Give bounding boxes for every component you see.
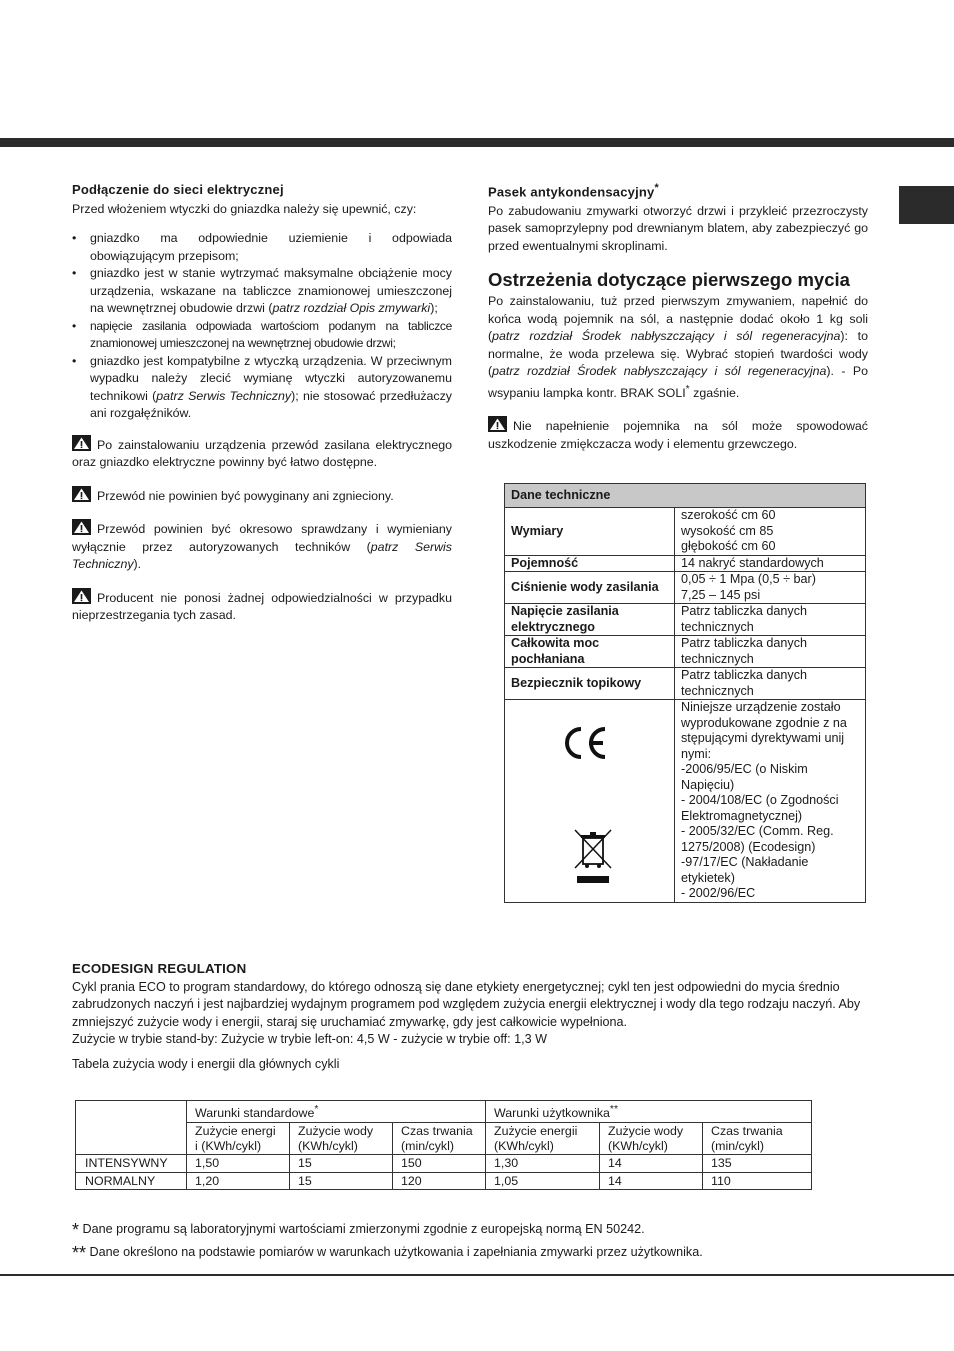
top-rule (0, 138, 954, 147)
list-item: • napięcie zasilania odpowiada wartościom podanym na tabliczce znamionowej umieszczonej na wewnętrznej obudowie drzwi; (72, 318, 452, 353)
warning-note: Przewód powinien być okresowo sprawdzany i wymieniany wyłącznie przez autoryzowanych techników (patrz Serwis Techniczny). (72, 519, 452, 574)
list-item: • gniazdko ma odpowiednie uziemienie i odpowiada obowiązującym przepisom; (72, 230, 452, 265)
warning-icon (488, 416, 507, 432)
table-header (505, 484, 866, 508)
left-column (72, 181, 452, 625)
technical-data-table (504, 483, 866, 903)
standby-text: Zużycie w trybie stand-by: Zużycie w trybie left-on: 4,5 W - zużycie w trybie off: 1,3 W (72, 1032, 547, 1046)
user-conditions-header: Warunki użytkownika** (486, 1101, 812, 1123)
footnote: ** Dane określono na podstawie pomiarów w warunkach użytkowania i zapełniania zmywarki przez użytkownika. (72, 1243, 703, 1263)
first-wash-text: Po zainstalowaniu, tuż przed pierwszym zmywaniem, napełnić do końca wodą pojemnik na sól, a następnie dodać około 1 kg soli (patrz rozdział Środek nabłyszczający i sól regeneracyjna): to normalne, że woda przelewa się. Wybrać stopień twardości wody (patrz rozdział Środek nabłyszczający i sól regeneracyjna). - Po wsypaniu lampka kontr. BRAK SOLI* zgaśnie. (488, 294, 868, 400)
first-wash-heading: Ostrzeżenia dotyczące pierwszego mycia (488, 269, 850, 291)
table-row: Niniejsze urządzenie zostało wyprodukowane zgodnie z na stępującymi dyrektywami unij nymi: -2006/95/EC (o Niskim Napięciu) - 2004/108/EC (o Zgodności Elektromagnetycznej) - 2005/32/EC (Comm. Reg. 1275/2008) (Ecodesign) -97/17/EC (Nakładanie etykietek) - 2002/96/EC (505, 700, 866, 903)
warning-icon (72, 588, 91, 604)
warning-note: Po zainstalowaniu urządzenia przewód zasilana elektrycznego oraz gniazdko elektryczne powinny być łatwo dostępne. (72, 435, 452, 472)
list-item: • gniazdko jest w stanie wytrzymać maksymalne obciążenie mocy urządzenia, wskazane na tabliczce znamionowej umieszczonej na wewnętrznej obudowie drzwi (patrz rozdział Opis zmywarki); (72, 265, 452, 318)
consumption-table (75, 1100, 812, 1190)
table-row: Całkowita moc pochłaniana Patrz tabliczka danych technicznych (505, 636, 866, 668)
warning-icon (72, 435, 91, 451)
table-row: Bezpiecznik topikowy Patrz tabliczka danych technicznych (505, 668, 866, 700)
table-row: Pojemność 14 nakryć standardowych (505, 555, 866, 572)
list-item: • gniazdko jest kompatybilne z wtyczką urządzenia. W przeciwnym wypadku należy zlecić wymianę wtyczki autoryzowanemu technikowi (patrz Serwis Techniczny); nie stosować przedłużaczy ani rozgałęźników. (72, 353, 452, 423)
check-list (72, 230, 452, 423)
footnotes (72, 1218, 892, 1264)
table-row: NORMALNY 1,20 15 120 1,05 14 110 (76, 1172, 812, 1190)
ecodesign-heading: ECODESIGN REGULATION (72, 961, 247, 976)
ecodesign-text: Cykl prania ECO to program standardowy, do którego odnoszą się dane etykiety energetycznej; cykl ten jest odpowiedni do mycia średnio zabrudzonych naczyń i jest najbardziej wydajnym programem pod względem zużycia energii elektrycznej i wody dla tego rodzaju naczyń. Aby zmniejszyć zużycie wody i energii, staraj się uruchamiać zmywarkę, gdy jest całkowicie wypełniona. (72, 979, 861, 1029)
table-row: Wymiary szerokość cm 60 wysokość cm 85 głębokość cm 60 (505, 508, 866, 556)
warning-icon (72, 486, 91, 502)
table-title: Dane techniczne (505, 484, 866, 508)
ce-mark-icon (561, 726, 607, 760)
table-row: Ciśnienie wody zasilania 0,05 ÷ 1 Mpa (0,5 ÷ bar) 7,25 – 145 psi (505, 572, 866, 604)
table-caption: Tabela zużycia wody i energii dla głównych cykli (72, 1056, 340, 1071)
right-column (488, 180, 868, 453)
salt-warning: Nie napełnienie pojemnika na sól może spowodować uszkodzenie zmiękczacza wody i elementu grzewczego. (488, 416, 868, 453)
table-row: Zużycie energi i (KWh/cykl) Zużycie wody (KWh/cykl) Czas trwania (min/cykl) Zużycie energii (KWh/cykl) Zużycie wody (KWh/cykl) Czas trwania (min/cykl) (76, 1123, 812, 1155)
warning-icon (72, 519, 91, 535)
weee-bin-icon (573, 828, 613, 886)
bottom-rule (0, 1274, 954, 1276)
warning-note: Przewód nie powinien być powyginany ani zgnieciony. (72, 486, 452, 506)
warning-note: Producent nie ponosi żadnej odpowiedzialności w przypadku nieprzestrzegania tych zasad. (72, 588, 452, 625)
table-row: Napięcie zasilania elektrycznego Patrz tabliczka danych technicznych (505, 604, 866, 636)
electrical-connection-intro: Przed włożeniem wtyczki do gniazdka należy się upewnić, czy: (72, 201, 417, 216)
ecodesign-section (72, 960, 872, 1073)
electrical-connection-heading: Podłączenie do sieci elektrycznej (72, 182, 284, 197)
standard-conditions-header: Warunki standardowe* (187, 1101, 486, 1123)
anti-condensation-heading: Pasek antykondensacyjny* (488, 182, 659, 200)
section-tab (899, 186, 954, 224)
footnote: * Dane programu są laboratoryjnymi wartościami zmierzonymi zgodnie z europejską normą EN 50242. (72, 1220, 645, 1240)
anti-condensation-text: Po zabudowaniu zmywarki otworzyć drzwi i przykleić przezroczysty pasek samoprzylepny pod drewnianym blatem, aby zabezpieczyć go przed ewentualnymi skroplinami. (488, 203, 868, 253)
table-row (76, 1101, 812, 1123)
table-row: INTENSYWNY 1,50 15 150 1,30 14 135 (76, 1155, 812, 1173)
